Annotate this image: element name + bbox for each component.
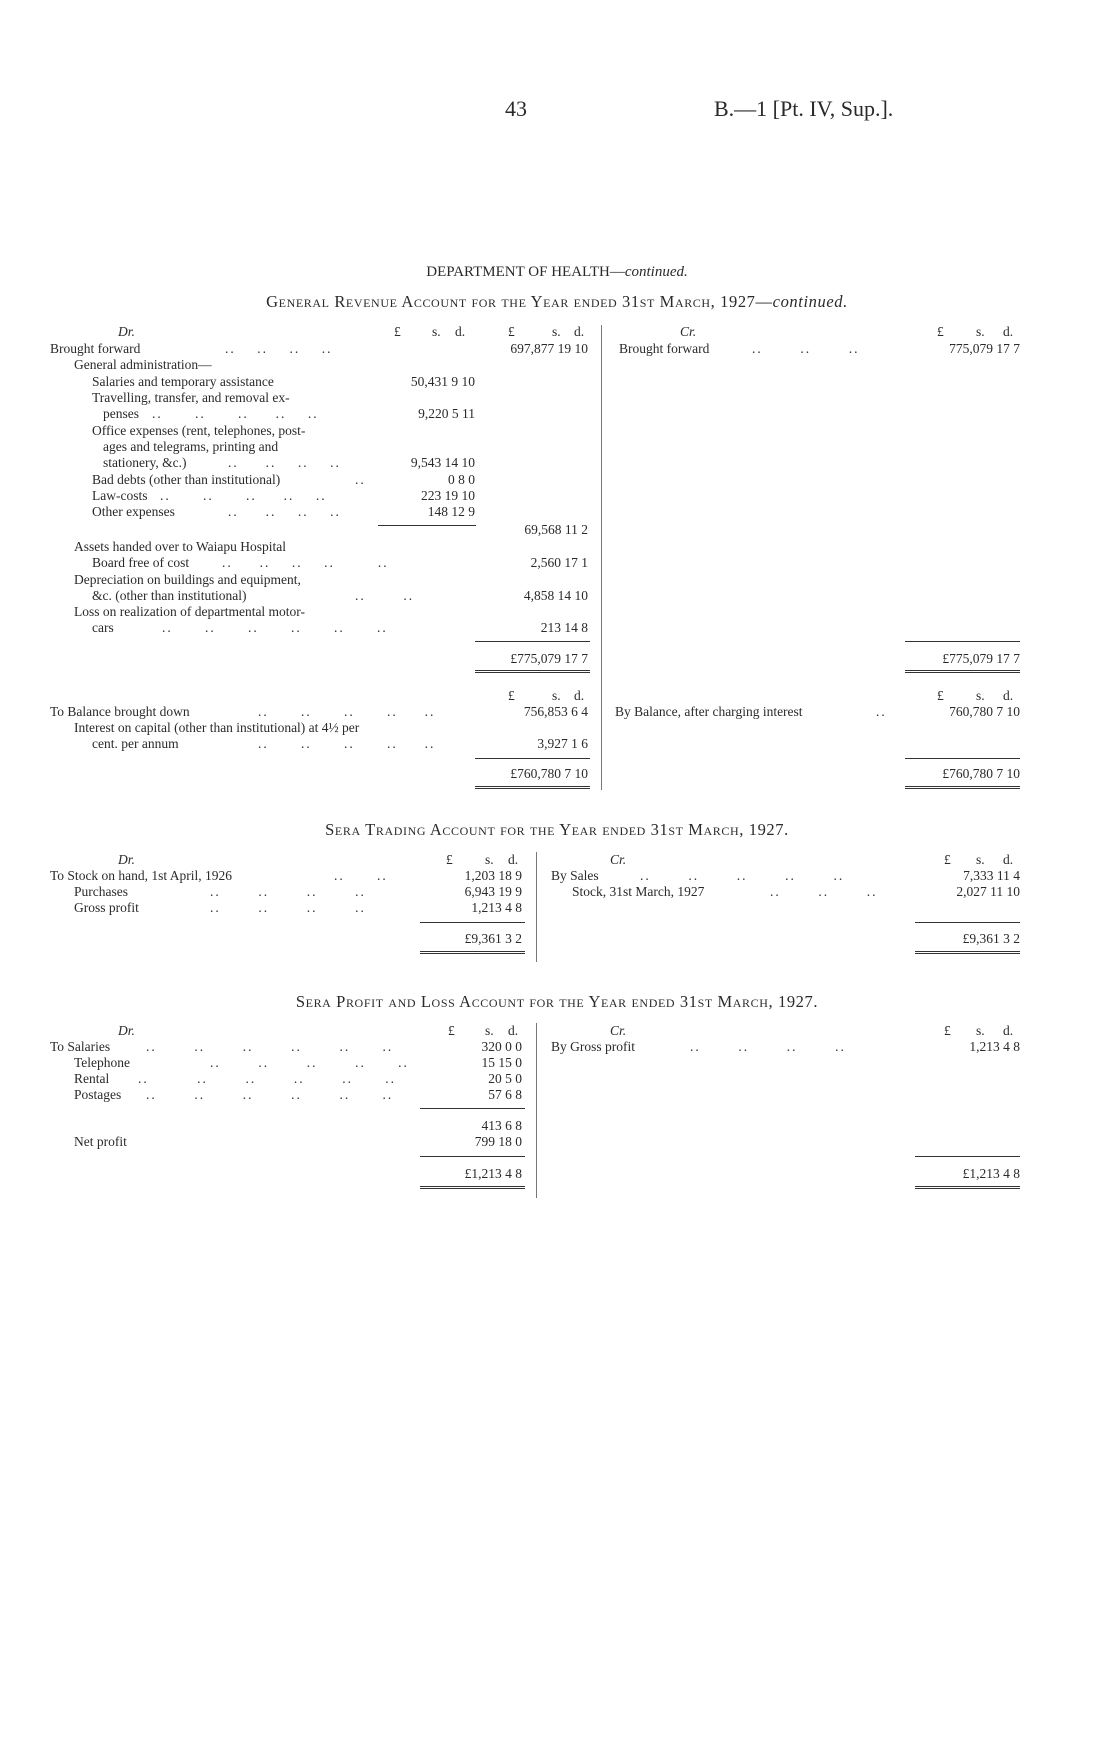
gr-depreciation: Depreciation on buildings and equipment, [74, 572, 301, 587]
gr-leader-dots: .. [876, 704, 887, 719]
st-dr-row: To Stock on hand, 1st April, 1926 [50, 868, 233, 883]
gr-brought-forward-dr-value: 697,877 19 10 [510, 341, 588, 356]
pl-total-cr: £1,213 4 8 [962, 1166, 1020, 1181]
gr-loss: Loss on realization of departmental motor- [74, 604, 306, 619]
st-total-rule-dr [420, 922, 525, 923]
pl-total-double-rule-cr [915, 1186, 1020, 1189]
pl-leader-dots: .. .. .. .. .. [210, 1055, 409, 1070]
gr-item-office-line2: ages and telegrams, printing and [103, 439, 279, 454]
pl-pound-cr: £ [944, 1023, 951, 1038]
gr-s-col1: s. [432, 324, 441, 339]
gr-pound-col1: £ [394, 324, 401, 339]
gr-interest: Interest on capital (other than institutional) at 4½ per [74, 720, 360, 735]
gr-s-bal-cr: s. [976, 688, 985, 703]
pl-pound-dr: £ [448, 1023, 455, 1038]
gr-s-col2: s. [552, 324, 561, 339]
st-s-dr: s. [485, 852, 494, 867]
gr-cr-label: Cr. [680, 324, 697, 339]
gr-item-law-costs: Law-costs [92, 488, 148, 503]
pl-total-double-rule-dr [420, 1186, 525, 1189]
gr-item-other-expenses: Other expenses [92, 504, 175, 519]
gr-admin-total-value: 69,568 11 2 [524, 522, 588, 537]
department-name: DEPARTMENT OF HEALTH— [426, 264, 625, 280]
sera-trading-title: Sera Trading Account for the Year ended 31st March, 1927. [325, 820, 789, 839]
st-leader-dots: .. .. .. .. .. [640, 868, 845, 883]
gr-leader-dots: .. .. .. .. .. [222, 555, 389, 570]
gr-pound-cr: £ [937, 324, 944, 339]
gr-by-balance: By Balance, after charging interest [615, 704, 803, 719]
st-dr-row-value: 6,943 19 9 [464, 884, 522, 899]
gr-d-cr: d. [1003, 324, 1014, 339]
gr-leader-dots: .. .. .. [752, 341, 860, 356]
st-s-cr: s. [976, 852, 985, 867]
pl-leader-dots: .. .. .. .. .. .. [146, 1087, 394, 1102]
gr-total-double-rule-dr [475, 670, 590, 673]
st-leader-dots: .. .. .. .. [210, 900, 366, 915]
gr-loss-value: 213 14 8 [540, 620, 588, 635]
gr-pound-col2: £ [508, 324, 515, 339]
st-pound-dr: £ [446, 852, 453, 867]
gr-item-law-costs-value: 223 19 10 [421, 488, 475, 503]
pl-leader-dots: .. .. .. .. [690, 1039, 846, 1054]
st-d-dr: d. [508, 852, 519, 867]
pl-cr-row-value: 1,213 4 8 [969, 1039, 1020, 1054]
pl-leader-dots: .. .. .. .. .. .. [138, 1071, 396, 1086]
gr-leader-dots: .. .. .. .. [228, 455, 341, 470]
pl-net-profit-value: 799 18 0 [474, 1134, 522, 1149]
general-revenue-title [0, 292, 1114, 312]
gr-d-bal-dr: d. [574, 688, 585, 703]
pl-dr-row: Telephone [74, 1055, 131, 1070]
st-leader-dots: .. .. [334, 868, 388, 883]
gr-item-salaries: Salaries and temporary assistance [92, 374, 274, 389]
gr-d-col2: d. [574, 324, 585, 339]
gr-assets-line2: Board free of cost [92, 555, 190, 570]
pl-subtotal-rule [420, 1108, 525, 1109]
gr-s-cr: s. [976, 324, 985, 339]
pl-total-rule-cr [915, 1156, 1020, 1157]
gr-final-cr: £760,780 7 10 [942, 766, 1020, 781]
gr-assets-value: 2,560 17 1 [530, 555, 588, 570]
pl-s-dr: s. [485, 1023, 494, 1038]
gr-leader-dots: .. .. .. .. .. [258, 704, 436, 719]
gr-final-double-rule-dr [475, 786, 590, 789]
pl-cr-label: Cr. [610, 1023, 627, 1038]
sera-pl-title: Sera Profit and Loss Account for the Year ended 31st March, 1927. [295, 992, 819, 1011]
gr-item-other-expenses-value: 148 12 9 [427, 504, 475, 519]
pl-dr-row: Rental [74, 1071, 110, 1086]
gr-pound-bal-cr: £ [937, 688, 944, 703]
st-leader-dots: .. .. .. [770, 884, 878, 899]
gr-assets: Assets handed over to Waiapu Hospital [74, 539, 286, 554]
gr-leader-dots: .. [355, 472, 366, 487]
st-dr-row-value: 1,203 18 9 [464, 868, 522, 883]
pl-leader-dots: .. .. .. .. .. .. [146, 1039, 394, 1054]
gr-item-office-line3: stationery, &c.) [103, 455, 187, 470]
pl-dr-row: Postages [74, 1087, 122, 1102]
st-cr-row: Stock, 31st March, 1927 [572, 884, 705, 899]
gr-by-balance-value: 760,780 7 10 [949, 704, 1020, 719]
st-dr-row-value: 1,213 4 8 [471, 900, 522, 915]
pl-dr-row-value: 20 5 0 [488, 1071, 522, 1086]
gr-leader-dots: .. .. .. .. .. .. [162, 620, 388, 635]
pl-cr-row: By Gross profit [551, 1039, 635, 1054]
gr-item-bad-debts: Bad debts (other than institutional) [92, 472, 281, 487]
page-number: 43 [505, 96, 527, 121]
gr-d-bal-cr: d. [1003, 688, 1014, 703]
pl-total-dr: £1,213 4 8 [464, 1166, 522, 1181]
gr-item-salaries-value: 50,431 9 10 [410, 374, 475, 389]
st-leader-dots: .. .. .. .. [210, 884, 366, 899]
gr-final-rule-cr [905, 758, 1020, 759]
st-dr-row: Gross profit [74, 900, 139, 915]
gr-item-office: Office expenses (rent, telephones, post- [92, 423, 306, 438]
gr-to-balance-value: 756,853 6 4 [523, 704, 588, 719]
gr-leader-dots: .. .. .. .. .. [258, 736, 436, 751]
st-total-dr: £9,361 3 2 [464, 931, 522, 946]
st-cr-row-value: 7,333 11 4 [963, 868, 1020, 883]
pl-dr-row-value: 15 15 0 [481, 1055, 522, 1070]
pl-d-cr: d. [1003, 1023, 1014, 1038]
pl-net-profit: Net profit [74, 1134, 127, 1149]
st-dr-row: Purchases [74, 884, 128, 899]
gr-total-rule-cr [905, 641, 1020, 642]
st-dr-label: Dr. [118, 852, 135, 867]
gr-dr-label: Dr. [118, 324, 135, 339]
gr-loss-line2: cars [92, 620, 114, 635]
department-title [0, 264, 1114, 281]
pl-dr-row-value: 57 6 8 [488, 1087, 522, 1102]
general-revenue-title-text: General Revenue Account for the Year ended 31st March, 1927— [266, 292, 773, 311]
gr-to-balance: To Balance brought down [50, 704, 190, 719]
pl-dr-row: To Salaries [50, 1039, 111, 1054]
pl-s-cr: s. [976, 1023, 985, 1038]
gr-item-travelling-line2: penses [103, 406, 139, 421]
gr-brought-forward-cr: Brought forward [619, 341, 710, 356]
gr-final-double-rule-cr [905, 786, 1020, 789]
gr-total-dr: £775,079 17 7 [510, 651, 588, 666]
gr-item-travelling: Travelling, transfer, and removal ex- [92, 390, 290, 405]
gr-total-double-rule-cr [905, 670, 1020, 673]
department-continued: continued. [624, 264, 688, 280]
gr-leader-dots: .. .. .. .. [228, 504, 341, 519]
gr-depreciation-value: 4,858 14 10 [523, 588, 588, 603]
gr-leader-dots: .. .. [355, 588, 415, 603]
gr-s-bal-dr: s. [552, 688, 561, 703]
pl-subtotal-value: 413 6 8 [481, 1118, 522, 1133]
pl-dr-row-value: 320 0 0 [481, 1039, 522, 1054]
general-revenue-continued: continued. [772, 292, 848, 311]
st-center-rule [536, 852, 537, 962]
st-cr-row: By Sales [551, 868, 599, 883]
gr-leader-dots: .. .. .. .. .. [152, 406, 319, 421]
pl-center-rule [536, 1023, 537, 1198]
st-total-double-rule-dr [420, 951, 525, 954]
gr-item-travelling-value: 9,220 5 11 [418, 406, 475, 421]
gr-leader-dots: .. .. .. .. [225, 341, 333, 356]
pl-total-rule-dr [420, 1156, 525, 1157]
gr-item-office-value: 9,543 14 10 [410, 455, 475, 470]
gr-interest-value: 3,927 1 6 [537, 736, 588, 751]
gr-d-col1: d. [455, 324, 466, 339]
st-total-double-rule-cr [915, 951, 1020, 954]
gr-pound-bal-dr: £ [508, 688, 515, 703]
gr-total-rule-dr [475, 641, 590, 642]
gr-depreciation-line2: &c. (other than institutional) [92, 588, 247, 603]
gr-brought-forward-cr-value: 775,079 17 7 [949, 341, 1020, 356]
document-reference: B.—1 [Pt. IV, Sup.]. [714, 96, 894, 121]
st-cr-row-value: 2,027 11 10 [956, 884, 1020, 899]
gr-total-cr: £775,079 17 7 [942, 651, 1020, 666]
gr-leader-dots: .. .. .. .. .. [160, 488, 327, 503]
st-total-cr: £9,361 3 2 [962, 931, 1020, 946]
gr-final-dr: £760,780 7 10 [510, 766, 588, 781]
gr-final-rule-dr [475, 758, 590, 759]
gr-general-admin-heading: General administration— [74, 357, 212, 372]
pl-dr-label: Dr. [118, 1023, 135, 1038]
pl-d-dr: d. [508, 1023, 519, 1038]
gr-item-bad-debts-value: 0 8 0 [448, 472, 475, 487]
gr-interest-line2: cent. per annum [92, 736, 179, 751]
gr-center-rule [601, 325, 602, 790]
st-cr-label: Cr. [610, 852, 627, 867]
st-pound-cr: £ [944, 852, 951, 867]
st-total-rule-cr [915, 922, 1020, 923]
gr-brought-forward-dr: Brought forward [50, 341, 141, 356]
st-d-cr: d. [1003, 852, 1014, 867]
